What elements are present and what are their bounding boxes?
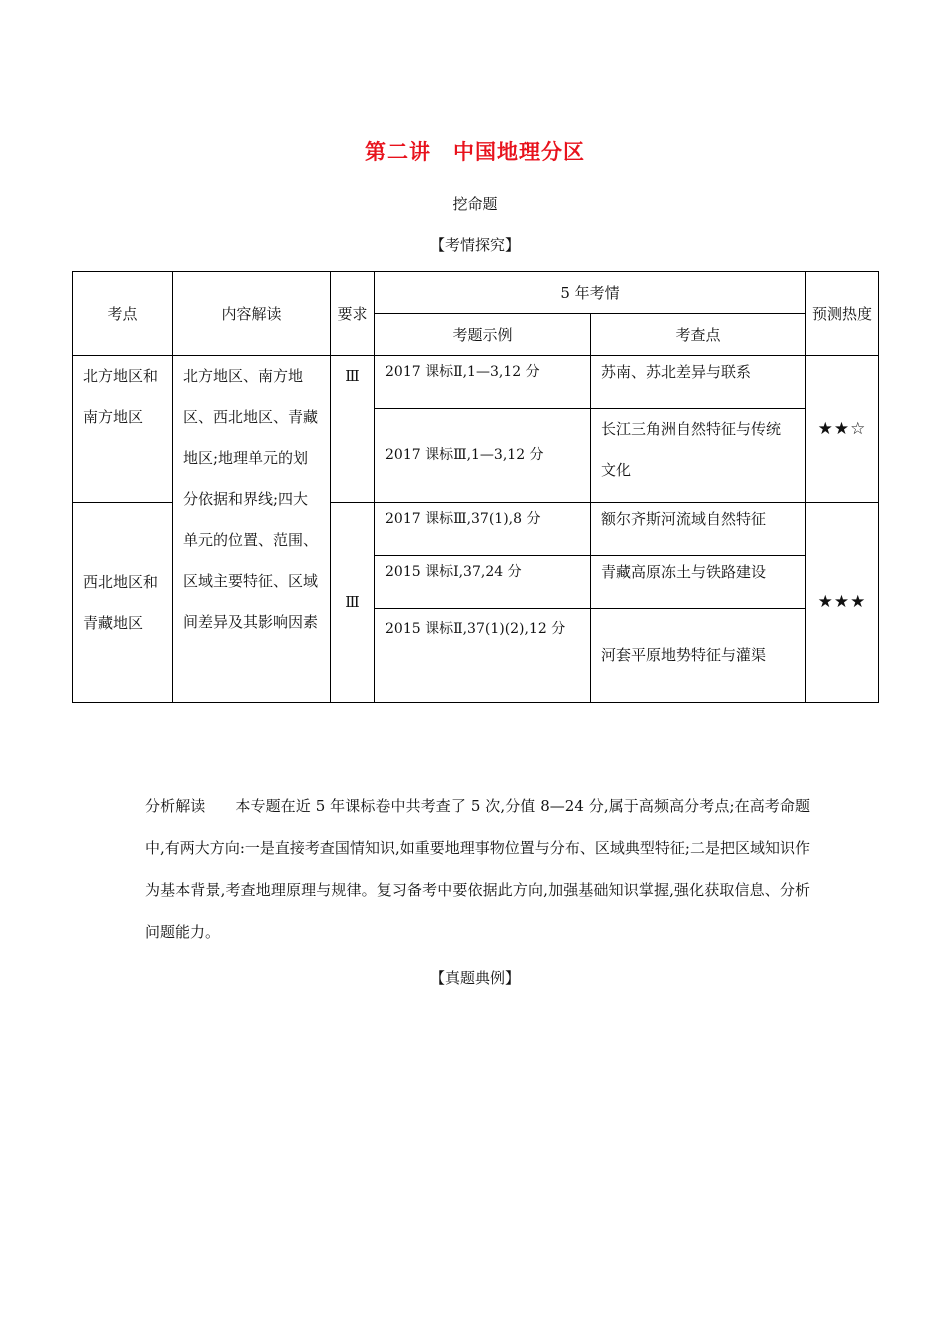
requirement-cell: Ⅲ — [331, 503, 375, 703]
requirement-cell: Ⅲ — [331, 356, 375, 503]
heat-rating: ★★★ — [806, 503, 879, 703]
header-point: 考点 — [73, 272, 173, 356]
analysis-text: 本专题在近 5 年课标卷中共考查了 5 次,分值 8—24 分,属于高频高分考点;在高考命题中,有两大方向:一是直接考查国情知识,如重要地理事物位置与分布、区域典型特征;二是把区域知识作为基本背景,考查地理原理与规律。复习备考中要依据此方向,加强基础知识掌握,强化获取信息、分析问题能力。 — [145, 797, 810, 941]
page-title: 第二讲 中国地理分区 — [365, 140, 585, 164]
exam-section-heading: 【考情探究】 — [429, 236, 520, 254]
header-example: 考题示例 — [375, 314, 591, 356]
header-content: 内容解读 — [173, 272, 331, 356]
analysis-paragraph — [145, 785, 810, 953]
header-five-year: 5 年考情 — [375, 272, 806, 314]
example-cell: 2017 课标Ⅲ,37(1),8 分 — [375, 503, 591, 556]
real-examples-heading: 【真题典例】 — [429, 969, 520, 987]
header-requirement: 要求 — [331, 272, 375, 356]
content-reading-cell: 北方地区、南方地区、西北地区、青藏地区;地理单元的划分依据和界线;四大单元的位置、范围、区域主要特征、区域间差异及其影响因素 — [173, 356, 331, 703]
heat-rating: ★★☆ — [806, 356, 879, 503]
header-heat: 预测热度 — [806, 272, 879, 356]
section-label: 挖命题 — [452, 195, 498, 213]
example-cell: 2017 课标Ⅱ,1—3,12 分 — [375, 356, 591, 409]
exam-analysis-table — [72, 271, 879, 703]
example-cell: 2015 课标Ⅰ,37,24 分 — [375, 556, 591, 609]
header-check: 考查点 — [591, 314, 806, 356]
check-cell: 苏南、苏北差异与联系 — [591, 356, 806, 409]
point-cell: 北方地区和南方地区 — [73, 356, 173, 503]
check-cell: 河套平原地势特征与灌渠 — [591, 609, 806, 703]
check-cell: 长江三角洲自然特征与传统文化 — [591, 409, 806, 503]
example-cell: 2015 课标Ⅱ,37(1)(2),12 分 — [375, 609, 591, 703]
check-cell: 额尔齐斯河流域自然特征 — [591, 503, 806, 556]
check-cell: 青藏高原冻土与铁路建设 — [591, 556, 806, 609]
example-cell: 2017 课标Ⅲ,1—3,12 分 — [375, 409, 591, 503]
analysis-label: 分析解读 — [145, 797, 206, 815]
point-cell: 西北地区和青藏地区 — [73, 503, 173, 703]
